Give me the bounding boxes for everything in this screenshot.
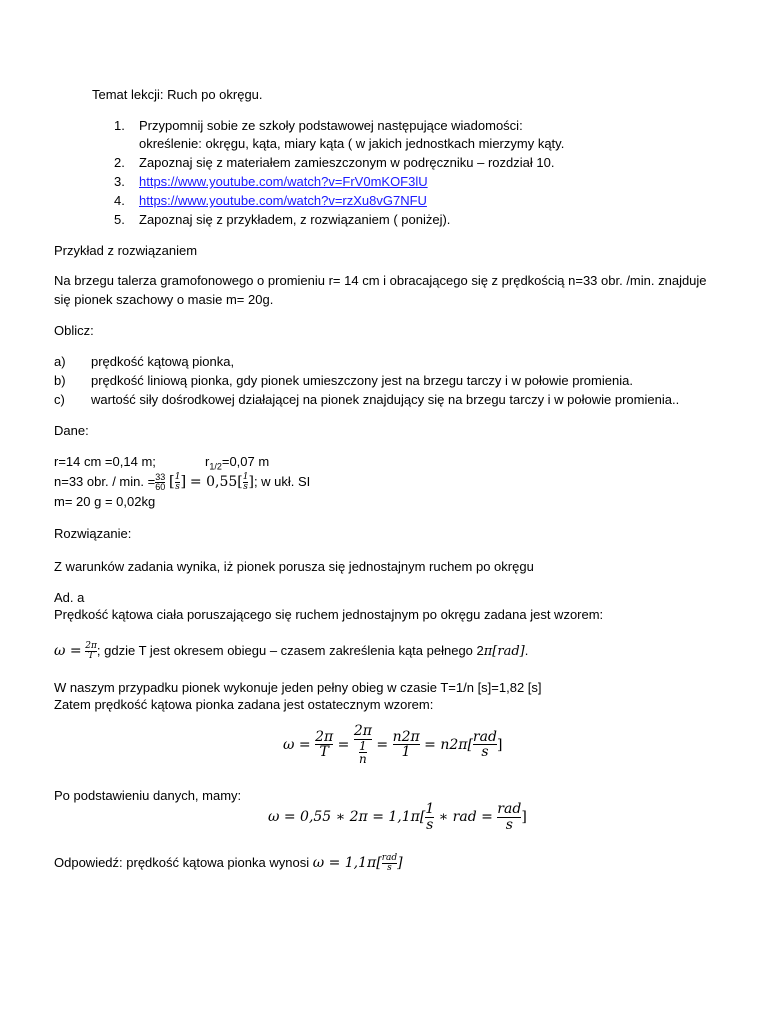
fraction-denominator: 1 — [393, 744, 420, 760]
nested-denominator — [354, 739, 372, 766]
unit-fraction — [425, 802, 434, 832]
eq-fraction — [315, 730, 333, 760]
fraction-numerator: n2π — [392, 728, 420, 745]
list-number: 5. — [114, 212, 125, 227]
fraction-numerator: 2π — [315, 728, 334, 745]
problem-text-line: się pionek szachowy o masie m= 20g. — [54, 292, 274, 307]
list-item: Zapoznaj się z materiałem zamieszczonym w podręczniku – rozdział 10. — [139, 155, 555, 170]
unit-fraction — [497, 802, 521, 832]
rotation-numerator: 33 — [155, 471, 166, 482]
list-number: 2. — [114, 155, 125, 170]
bracket-close: ] — [248, 474, 254, 490]
omega-symbol: ω = — [283, 736, 311, 753]
task-label: b) — [54, 373, 66, 388]
part-a-label: Ad. a — [54, 590, 85, 605]
list-item: Przypomnij sobie ze szkoły podstawowej następujące wiadomości: — [139, 118, 523, 133]
fraction-denominator: s — [382, 863, 397, 873]
fraction-numerator: rad — [497, 801, 522, 817]
inner-fraction — [359, 740, 367, 766]
fraction-denominator: s — [473, 744, 497, 760]
dane-heading: Dane: — [54, 423, 89, 438]
unit-denominator: s — [175, 482, 180, 493]
youtube-link-2[interactable]: https://www.youtube.com/watch?v=rzXu8vG7NFU — [139, 193, 427, 208]
pi-symbol: π — [483, 644, 493, 659]
task-text: prędkość liniową pionka, gdy pionek umieszczony jest na brzegu tarczy i w połowie promienia. — [91, 373, 633, 388]
equation-rhs: = n2π[ — [424, 736, 473, 753]
omega-explanation: ; gdzie T jest okresem obiegu – czasem zakreślenia kąta pełnego 2 — [96, 643, 484, 658]
half-radius-value: =0,07 m — [221, 454, 270, 469]
omega-numerator: 2π — [85, 640, 97, 651]
substitution-heading: Po podstawieniu danych, mamy: — [54, 788, 242, 803]
solution-intro: Z warunków zadania wynika, iż pionek porusza się jednostajnym ruchem po okręgu — [54, 559, 534, 574]
fraction-denominator: T — [315, 744, 333, 760]
omega-definition — [54, 640, 528, 663]
equals-sign: = — [376, 736, 389, 753]
list-item: Zapoznaj się z przykładem, z rozwiązaniem ( poniżej). — [139, 212, 451, 227]
answer-text: Odpowiedź: prędkość kątowa pionka wynosi — [54, 855, 313, 870]
problem-text-line: Na brzegu talerza gramofonowego o promieniu r= 14 cm i obracającego się z prędkością n=33 obr. /min. znajduje — [54, 273, 707, 288]
unit-fraction — [382, 854, 397, 874]
oblicz-heading: Oblicz: — [54, 323, 94, 338]
fraction-numerator: 2π — [353, 723, 372, 739]
task-label: a) — [54, 354, 66, 369]
task-label: c) — [54, 392, 65, 407]
unit-numerator: 1 — [174, 471, 181, 482]
period-text: Zatem prędkość kątowa pionka zadana jest ostatecznym wzorem: — [54, 697, 434, 712]
list-number: 1. — [114, 118, 125, 133]
period-text: W naszym przypadku pionek wykonuje jeden pełny obieg w czasie T=1/n [s]=1,82 [s] — [54, 680, 542, 695]
unit-fraction — [473, 730, 497, 760]
equation-mid: ∗ rad = — [434, 809, 493, 826]
equation-lhs: ω = 0,55 ∗ 2π = 1,1π[ — [268, 809, 426, 826]
fraction-denominator: n — [359, 752, 367, 767]
example-heading: Przykład z rozwiązaniem — [54, 243, 198, 258]
rotation-prefix: n=33 obr. / min. = — [54, 474, 156, 489]
omega-equation — [283, 724, 502, 766]
rotation-suffix: ; w ukł. SI — [253, 474, 311, 489]
fraction-numerator: 1 — [359, 738, 367, 753]
bracket-close: ] — [521, 809, 527, 826]
youtube-link-1[interactable]: https://www.youtube.com/watch?v=FrV0mKOF3lU — [139, 174, 428, 189]
bracket-close: ] — [397, 855, 403, 871]
fraction-numerator: rad — [381, 852, 398, 863]
unit-denominator: s — [243, 482, 248, 493]
list-number: 4. — [114, 193, 125, 208]
omega-fraction — [85, 642, 97, 662]
rad-unit: [rad] — [492, 644, 525, 659]
equals-sign: = — [337, 736, 350, 753]
omega-symbol: ω = — [54, 643, 82, 659]
solution-heading: Rozwiązanie: — [54, 526, 132, 541]
rotation-denominator: 60 — [155, 482, 166, 493]
fraction-denominator: s — [497, 817, 521, 833]
given-rotation-speed: n=33 obr. / min. = $\frac{33}{60}$ [ $\frac{1}{s}$ ] = 0,55[ $\frac{1}{s}$ ]; w ukł. SI — [54, 471, 311, 493]
bracket-close: ] — [496, 736, 503, 753]
fraction-numerator: rad — [472, 728, 497, 745]
half-radius-subscript: 1/2 — [209, 461, 222, 472]
task-text: wartość siły dośrodkowej działającej na pionek znajdujący się na brzegu tarczy i w połowie promienia.. — [91, 392, 680, 407]
fraction-denominator: s — [426, 816, 434, 833]
period-end: . — [524, 643, 529, 658]
rotation-fraction — [155, 473, 165, 493]
list-item-continuation: określenie: okręgu, kąta, miary kąta ( w jakich jednostkach mierzymy kąty. — [139, 136, 565, 151]
rotation-si-value: = 0,55[ — [189, 474, 243, 490]
part-a-text: Prędkość kątowa ciała poruszającego się ruchem jednostajnym po okręgu zadana jest wzorem: — [54, 607, 604, 622]
unit-numerator: 1 — [242, 471, 249, 482]
eq-fraction-nested — [354, 724, 372, 766]
task-text: prędkość kątową pionka, — [91, 354, 235, 369]
given-mass: m= 20 g = 0,02kg — [54, 494, 156, 509]
substitution-equation — [268, 802, 527, 832]
answer-value: ω = 1,1π[ — [312, 855, 382, 871]
omega-denominator: T — [85, 651, 97, 661]
answer-line — [54, 852, 403, 874]
half-radius-symbol: r — [205, 454, 210, 469]
given-radius: r=14 cm =0,14 m; — [54, 454, 156, 469]
fraction-numerator: 1 — [425, 801, 435, 817]
list-number: 3. — [114, 174, 125, 189]
lesson-title: Temat lekcji: Ruch po okręgu. — [92, 87, 263, 102]
eq-fraction — [393, 730, 420, 760]
